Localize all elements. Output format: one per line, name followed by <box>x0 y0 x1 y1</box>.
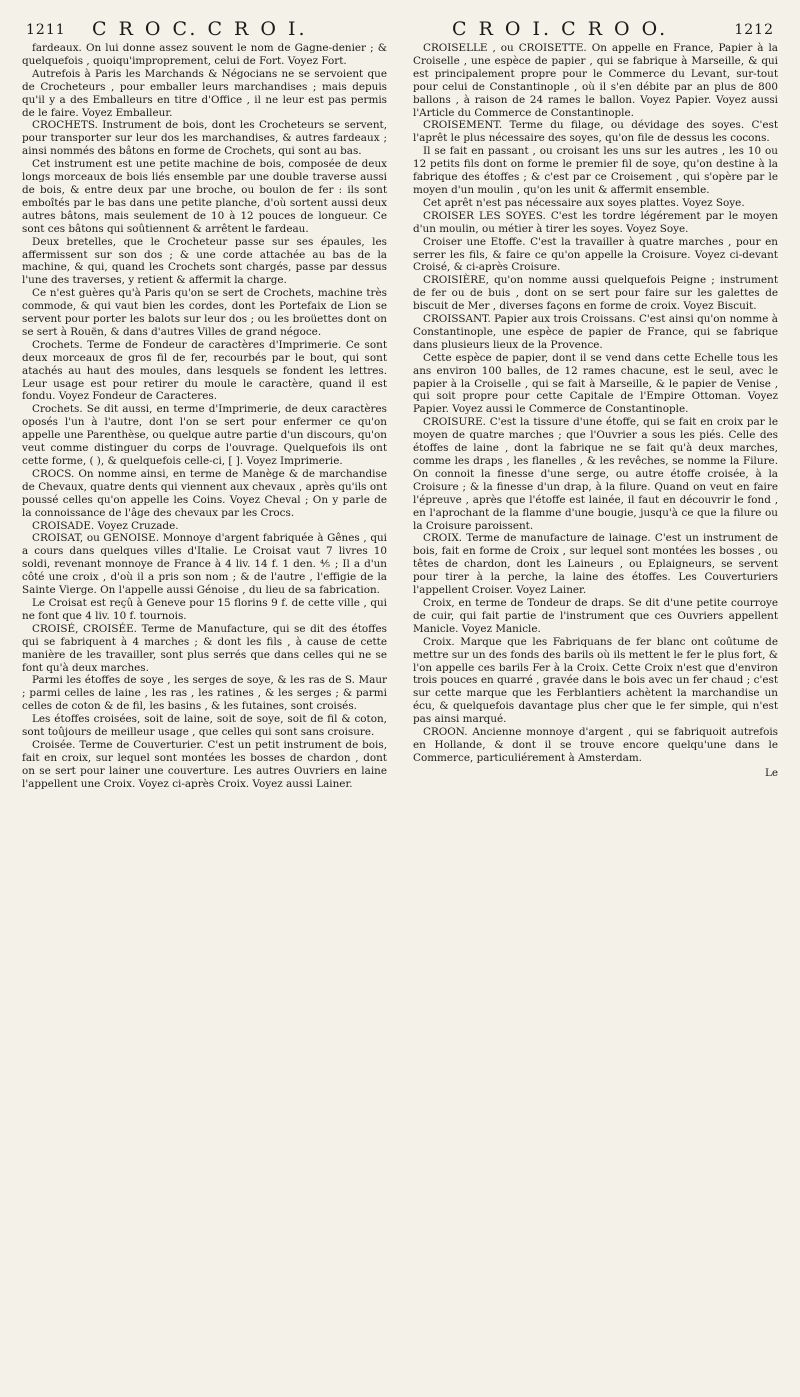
paragraph: CROCHETS. Instrument de bois, dont les Crocheteurs se servent, pour transporter sur leur dos les marchandises, & autres fardeaux ; ainsi nommés des bâtons en forme de Crochets, qui sont au bas. <box>22 119 387 158</box>
paragraph: fardeaux. On lui donne assez souvent le nom de Gagne-denier ; & quelquefois , quoiqu'improprement, celui de Fort. Voyez Fort. <box>22 42 387 67</box>
paragraph: CROISADE. Voyez Cruzade. <box>32 519 179 532</box>
paragraph: Il se fait en passant , ou croisant les uns sur les autres , les 10 ou 12 petits fils dont on forme le premier fil de soye, qu'on destine à la fabrique des étoffes ; & c'est par ce Croisement , qui s'opère par le moyen d'un moulin , qu'on les unit & affermit ensemble. <box>413 145 778 196</box>
left-column <box>22 42 387 791</box>
paragraph: Autrefois à Paris les Marchands & Négocians ne se servoient que de Crocheteurs , pour emballer leurs marchandises ; mais depuis qu'il y a des Emballeurs en titre d'Office , il ne leur est pas permis de le faire. Voyez Emballeur. <box>22 67 387 119</box>
paragraph: Cet instrument est une petite machine de bois, composée de deux longs morceaux de bois liés ensemble par une double traverse aussi de bois, & entre deux par une broche, ou boulon de fer : ils sont emboîtés par le bas dans une petite planche, d'où sortent aussi deux autres bâtons, mais seulement de 10 à 12 pouces de longueur. Ce sont ces bâtons qui soûtiennent & arrêtent le fardeau. <box>22 158 387 235</box>
paragraph: Parmi les étoffes de soye , les serges de soye, & les ras de S. Maur ; parmi celles de laine , les ras , les ratines , & les serges ; & parmi celles de coton & de fil, les basins , & les futaines, sont croisés. <box>22 674 387 713</box>
catchword: Le <box>764 766 778 779</box>
paragraph: Cet aprêt n'est pas nécessaire aux soyes plattes. Voyez Soye. <box>423 196 745 209</box>
paragraph: CROISURE. C'est la tissure d'une étoffe, qui se fait en croix par le moyen de quatre marches ; que l'Ouvrier a sous les piés. Celle des étoffes de laine , dont la fabrique ne se fait qu'à deux marches, comme les draps , les flanelles , & les revêches, se nomme la Filure. On connoit la finesse d'une serge, ou autre étoffe croisée, à la Croisure ; & la finesse d'un drap, à la filure. Quand on veut en faire l'épreuve , après que l'étoffe est lainée, il faut en découvrir le fond , en l'aprochant de la flamme d'une bougie, jusqu'à ce que la filure ou la Croisure paroissent. <box>413 416 778 532</box>
paragraph: CROISIÈRE, qu'on nomme aussi quelquefois Peigne ; instrument de fer ou de buis , dont on se sert pour faire sur les galettes de biscuit de Mer , diverses façons en forme de croix. Voyez Biscuit. <box>413 274 778 313</box>
paragraph: CROIX. Terme de manufacture de lainage. C'est un instrument de bois, fait en forme de Croix , sur lequel sont montées les bosses , ou têtes de chardon, dont les Laineurs , ou Eplaigneurs, se servent pour tirer à la perche, la laine des étoffes. Les Couverturiers l'appellent Croiser. Voyez Lainer. <box>413 532 778 597</box>
paragraph: Les étoffes croisées, soit de laine, soit de soye, soit de fil & coton, sont toûjours de meilleur usage , que celles qui sont sans croisure. <box>22 713 387 739</box>
paragraph: Crochets. Terme de Fondeur de caractères d'Imprimerie. Ce sont deux morceaux de gros fil de fer, recourbés par le bout, qui sont atachés au haut des moules, dans lesquels se fondent les lettres. Leur usage est pour retirer du moule le caractère, quand il est fondu. Voyez Fondeur de Caracteres. <box>22 338 387 403</box>
paragraph: CROISÉ, CROISÉE. Terme de Manufacture, qui se dit des étoffes qui se fabriquent à 4 marches ; & dont les fils , à cause de cette manière de les travailler, sont plus serrés que dans celles qui ne se font qu'à deux marches. <box>22 622 387 674</box>
paragraph: Le Croisat est reçû à Geneve pour 15 florins 9 f. de cette ville , qui ne font que 4 liv. 10 f. tournois. <box>22 596 387 622</box>
paragraph: Crochets. Se dit aussi, en terme d'Imprimerie, de deux caractères oposés l'un à l'autre, dont l'on se sert pour enfermer ce qu'on appelle une Parenthèse, ou quelque autre partie d'un discours, qu'on veut comme distinguer du corps de l'ouvrage. Quelquefois ils ont cette forme, ( ), & quelquefois celle-ci, [ ]. Voyez Imprimerie. <box>22 403 387 467</box>
paragraph: CROISAT, ou GENOISE. Monnoye d'argent fabriquée à Gênes , qui a cours dans quelques villes d'Italie. Le Croisat vaut 7 livres 10 soldi, revenant monnoye de France à 4 liv. 14 f. 1 den. ⅘ ; Il a d'un côté une croix , d'où il a pris son nom ; & de l'autre , l'effigie de la Sainte Vierge. On l'appelle aussi Génoise , du lieu de sa fabrication. <box>22 532 387 597</box>
paragraph: CROCS. On nomme ainsi, en terme de Manège & de marchandise de Chevaux, quatre dents qui viennent aux chevaux , après qu'ils ont poussé celles qu'on appelle les Coins. Voyez Cheval ; On y parle de la connoissance de l'âge des chevaux par les Crocs. <box>22 467 387 519</box>
text-columns <box>22 42 778 791</box>
paragraph: Croiser une Etoffe. C'est la travailler à quatre marches , pour en serrer les fils, & faire ce qu'on appelle la Croisure. Voyez ci-devant Croisé, & ci-après Croisure. <box>413 235 778 274</box>
paragraph: CROISEMENT. Terme du filage, ou dévidage des soyes. C'est l'aprêt le plus nécessaire des soyes, qu'on file de dessus les cocons. <box>413 119 778 145</box>
paragraph: Cette espèce de papier, dont il se vend dans cette Echelle tous les ans environ 100 balles, de 12 rames chacune, est le seul, avec le papier à la Croiselle , qui se fait à Marseille, & le papier de Venise , qui soit propre pour cette Capitale de l'Empire Ottoman. Voyez Papier. Voyez aussi le Commerce de Constantinople. <box>413 351 778 416</box>
paragraph: Croix. Marque que les Fabriquans de fer blanc ont coûtume de mettre sur un des fonds des barils où ils mettent le fer le plus fort, & l'on appelle ces barils Fer à la Croix. Cette Croix n'est que d'environ trois pouces en quarré , gravée dans le bois avec un fer chaud ; c'est sur cette marque que les Ferblantiers achètent la marchandise un écu, & quelquefois davantage plus cher que le fer simple, qui n'est pas ainsi marqué. <box>413 635 778 726</box>
running-title-left: C R O C. C R O I. <box>92 18 308 40</box>
paragraph: CROISELLE , ou CROISETTE. On appelle en France, Papier à la Croiselle , une espèce de papier , qui se fabrique à Marseille, & qui est principalement propre pour le Commerce du Levant, sur-tout pour celui de Constantinople , où il s'en débite par an plus de 800 ballons , à raison de 24 rames le ballon. Voyez Papier. Voyez aussi l'Article du Commerce de Constantinople. <box>413 42 778 119</box>
page-number-left: 1211 <box>26 22 66 38</box>
paragraph: CROISER LES SOYES. C'est les tordre légérement par le moyen d'un moulin, ou métier à tirer les soyes. Voyez Soye. <box>413 209 778 235</box>
paragraph: Croisée. Terme de Couverturier. C'est un petit instrument de bois, fait en croix, sur lequel sont montées les bosses de chardon , dont on se sert pour lainer une couverture. Les autres Ouvriers en laine l'appellent une Croix. Voyez ci-après Croix. Voyez aussi Lainer. <box>22 738 387 790</box>
page-number-right: 1212 <box>734 22 774 38</box>
paragraph: Deux bretelles, que le Crocheteur passe sur ses épaules, les affermissent sur son dos ; & une corde attachée au bas de la machine, & qui, quand les Crochets sont chargés, passe par dessus l'une des traverses, y retient & affermit la charge. <box>22 235 387 287</box>
paragraph: Ce n'est guères qu'à Paris qu'on se sert de Crochets, machine très commode, & qui vaut bien les cordes, dont les Portefaix de Lion se servent pour porter les balots sur leur dos ; ou les broüettes dont on se sert à Rouën, & dans d'autres Villes de grand négoce. <box>22 287 387 338</box>
right-column <box>413 42 778 791</box>
running-header <box>22 12 778 42</box>
paragraph: CROISSANT. Papier aux trois Croissans. C'est ainsi qu'on nomme à Constantinople, une espèce de papier de France, qui se fabrique dans plusieurs lieux de la Provence. <box>413 313 778 351</box>
paragraph: CROON. Ancienne monnoye d'argent , qui se fabriquoit autrefois en Hollande, & dont il se trouve encore quelqu'une dans le Commerce, particuliérement à Amsterdam. <box>413 726 778 764</box>
running-title-right: C R O I. C R O O. <box>452 18 669 40</box>
paragraph: Croix, en terme de Tondeur de draps. Se dit d'une petite courroye de cuir, qui fait partie de l'instrument que ces Ouvriers appellent Manicle. Voyez Manicle. <box>413 596 778 635</box>
